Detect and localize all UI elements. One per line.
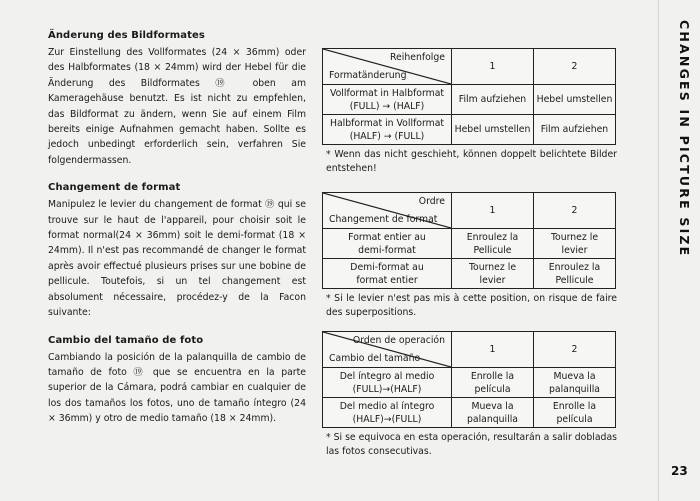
row-label: Halbformat in Vollformat (HALF) → (FULL): [323, 115, 452, 145]
format-table: [322, 192, 616, 289]
section-german: [48, 30, 306, 168]
column-header: 1: [452, 193, 534, 229]
row-label: Format entier au demi-format: [323, 229, 452, 259]
table-cell: Film aufziehen: [452, 85, 534, 115]
format-table: [322, 331, 616, 428]
table-cell: Mueva la palanquilla: [452, 398, 534, 428]
table-corner: [323, 49, 452, 85]
column-header: 1: [452, 332, 534, 368]
table-cell: Tournez le levier: [452, 259, 534, 289]
table-cell: Hebel umstellen: [452, 115, 534, 145]
table-note: * Si le levier n'est pas mis à cette position, on risque de faire des superpositions.: [326, 293, 617, 318]
row-label: Del íntegro al medio (FULL)→(HALF): [323, 368, 452, 398]
corner-top-label: Ordre: [418, 196, 445, 207]
row-label: Vollformat in Halbformat (FULL) → (HALF): [323, 85, 452, 115]
corner-bottom-label: Formatänderung: [329, 70, 407, 81]
section-body: Zur Einstellung des Vollformates (24 × 36mm) oder des Halbformates (18 × 24mm) wird der Hebel für die Änderung des Bildformates ⑲ oben am Kameragehäuse benutzt. Es ist nicht zu empfehlen, das Bildformat zu ändern, wenn Sie auf einem Film bereits einige Aufnahmen gemacht haben. Sollte es jedoch unbedingt erforderlich sein, verfahren Sie folgendermassen.: [48, 47, 306, 166]
table-block-german: [322, 48, 617, 176]
table-cell: Tournez le levier: [534, 229, 616, 259]
table-cell: Film aufziehen: [534, 115, 616, 145]
table-cell: Mueva la palanquilla: [534, 368, 616, 398]
section-spanish: [48, 335, 306, 427]
table-corner: [323, 332, 452, 368]
table-note: * Si se equivoca en esta operación, resultarán a salir dobladas las fotos consecutivas.: [326, 432, 617, 457]
section-heading: Changement de format: [48, 182, 181, 194]
table-cell: Enroulez la Pellicule: [534, 259, 616, 289]
corner-bottom-label: Cambio del tamaño: [329, 353, 421, 364]
table-cell: Hebel umstellen: [534, 85, 616, 115]
table-corner: [323, 193, 452, 229]
sidebar-title: CHANGES IN PICTURE SIZE: [677, 20, 692, 258]
corner-top-label: Reihenfolge: [389, 52, 445, 63]
column-header: 2: [534, 332, 616, 368]
section-body: Cambiando la posición de la palanquilla de cambio de tamaño de foto ⑲ que se encuentra en la parte superior de la Cámara, podrá cambiar en cualquier de los dos tamaños los fotos, uno de tamaño íntegro (24 × 36mm) y otro de medio tamaño (18 × 24mm).: [48, 351, 306, 425]
section-french: [48, 182, 306, 320]
table-block-spanish: [322, 331, 617, 459]
column-header: 1: [452, 49, 534, 85]
column-header: 2: [534, 49, 616, 85]
table-cell: Enrolle la película: [452, 368, 534, 398]
page-edge: [658, 0, 659, 501]
text-column: [48, 30, 306, 441]
section-body: Manipulez le levier du changement de format ⑲ qui se trouve sur le haut de l'appareil, pour choisir soit le format normal(24 × 36mm) soit le demi-format (18 × 24mm). Il n'est pas recommandé de changer le format après avoir effectué plusieurs prises sur une bobine de pellicule. Toutefois, si un tel changement est absolument nécessaire, procédez-y de la Facon suivante:: [48, 199, 306, 319]
row-label: Demi-format au format entier: [323, 259, 452, 289]
section-heading: Cambio del tamaño de foto: [48, 334, 204, 346]
corner-bottom-label: Changement de format: [329, 214, 438, 225]
table-cell: Enroulez la Pellicule: [452, 229, 534, 259]
table-block-french: [322, 192, 617, 320]
format-table: [322, 48, 616, 145]
page-number: 23: [671, 464, 688, 478]
column-header: 2: [534, 193, 616, 229]
corner-top-label: Orden de operación: [352, 335, 445, 346]
section-heading: Änderung des Bildformates: [48, 30, 205, 41]
table-cell: Enrolle la película: [534, 398, 616, 428]
table-note: * Wenn das nicht geschieht, können doppelt belichtete Bilder entstehen!: [326, 149, 617, 174]
row-label: Del medio al íntegro (HALF)→(FULL): [323, 398, 452, 428]
